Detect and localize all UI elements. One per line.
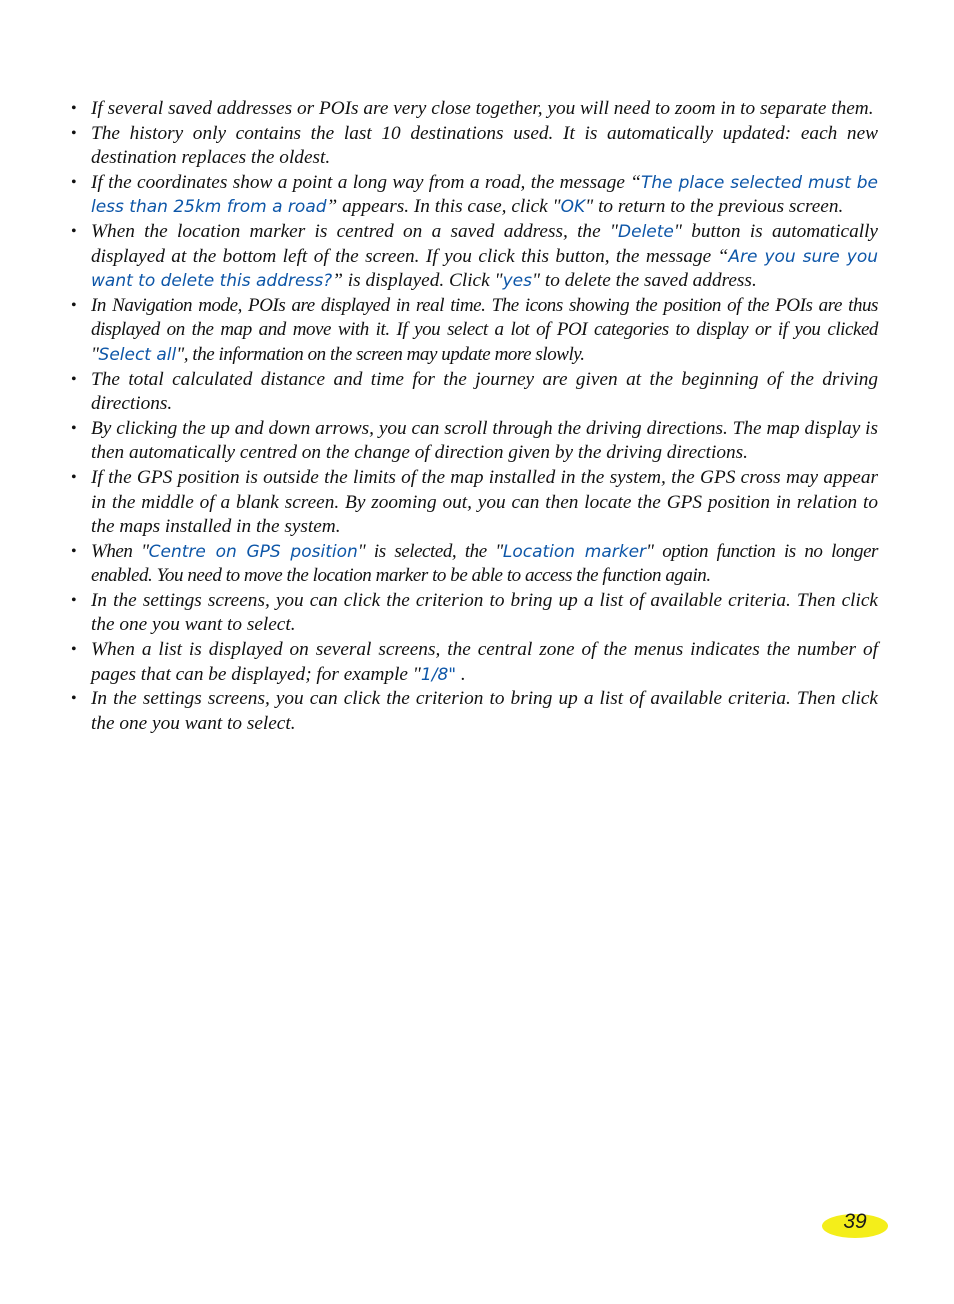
highlighted-ui-term: Centre on GPS position [148, 541, 358, 562]
bullet-item [70, 687, 878, 736]
bullet-text: " to delete the saved address. [531, 270, 757, 292]
bullet-dot-icon: • [71, 542, 77, 560]
highlighted-ui-term: Select all [98, 344, 177, 365]
bullet-text: When the location marker is centred on a saved address, the " [91, 220, 619, 242]
bullet-text: The history only contains the last 10 destinations used. It is automatically updated: each new destination replaces the oldest. [91, 122, 878, 169]
bullet-dot-icon: • [71, 419, 77, 437]
bullet-item [70, 122, 878, 171]
bullet-dot-icon: • [71, 173, 77, 191]
bullet-item [70, 294, 878, 368]
bullet-text: " is selected, the " [357, 540, 503, 562]
highlighted-ui-term: yes [502, 271, 532, 292]
bullet-text: The total calculated distance and time for the journey are given at the beginning of the driving directions. [91, 368, 878, 415]
bullet-item [70, 540, 878, 589]
bullet-text: " button is automatically displayed at the bottom left of the screen. If you click this button, the message “ [91, 220, 878, 267]
bullet-dot-icon: • [71, 370, 77, 388]
highlighted-ui-term: Are you sure you want to delete this address? [91, 246, 878, 292]
bullet-dot-icon: • [71, 468, 77, 486]
page-number-badge [822, 1210, 888, 1238]
bullet-item [70, 368, 878, 417]
bullet-text: If the GPS position is outside the limits of the map installed in the system, the GPS cross may appear in the middle of a blank screen. By zooming out, you can then locate the GPS position in relation to the maps installed in the system. [91, 466, 878, 538]
bullet-item [70, 171, 878, 220]
bullet-text: ” appears. In this case, click " [326, 196, 561, 218]
bullet-text: When a list is displayed on several screens, the central zone of the menus indicates the number of pages that can be displayed; for example " [91, 639, 878, 685]
bullet-item [70, 220, 878, 294]
bullet-item [70, 466, 878, 540]
bullet-text: In Navigation mode, POIs are displayed in real time. The icons showing the position of the POIs are thus displayed on the map and move with it. If you select a lot of POI categories to display or if you clicked " [91, 294, 878, 365]
bullet-dot-icon: • [71, 100, 77, 117]
bullet-text: If several saved addresses or POIs are very close together, you will need to zoom in to separate them. [91, 98, 874, 119]
bullet-text: In the settings screens, you can click the criterion to bring up a list of available criteria. Then click the one you want to select. [91, 589, 878, 636]
bullet-text: ” is displayed. Click " [332, 270, 503, 292]
bullet-text: ", the information on the screen may update more slowly. [176, 343, 585, 365]
bullet-text: By clicking the up and down arrows, you can scroll through the driving directions. The map display is then automatically centred on the change of direction given by the driving directions. [91, 417, 878, 464]
highlighted-ui-term: The place selected must be less than 25km from a road [91, 172, 878, 218]
highlighted-ui-term: 1/8" [420, 664, 457, 685]
bullet-item [70, 589, 878, 638]
highlighted-ui-term: Location marker [502, 541, 647, 562]
bullet-text: When " [91, 540, 149, 562]
bullet-item [70, 638, 878, 687]
bullet-dot-icon: • [71, 690, 77, 708]
bullet-dot-icon: • [71, 296, 77, 314]
bullet-dot-icon: • [71, 591, 77, 609]
bullet-text: . [456, 663, 466, 685]
bullet-dot-icon: • [71, 222, 77, 240]
bullet-item [70, 417, 878, 466]
bullet-text: In the settings screens, you can click the criterion to bring up a list of available criteria. Then click the one you want to select. [91, 688, 878, 734]
page-number: 39 [843, 1210, 867, 1233]
bullet-item [70, 97, 878, 122]
bullet-dot-icon: • [71, 124, 77, 142]
notes-bullet-list [70, 97, 878, 736]
bullet-text: " to return to the previous screen. [585, 196, 844, 218]
highlighted-ui-term: OK [560, 197, 586, 218]
bullet-dot-icon: • [71, 641, 77, 659]
highlighted-ui-term: Delete [618, 221, 674, 242]
bullet-text: If the coordinates show a point a long way from a road, the message “ [91, 171, 642, 193]
bullet-text: " option function is no longer enabled. You need to move the location marker to be able to access the function again. [91, 540, 879, 587]
